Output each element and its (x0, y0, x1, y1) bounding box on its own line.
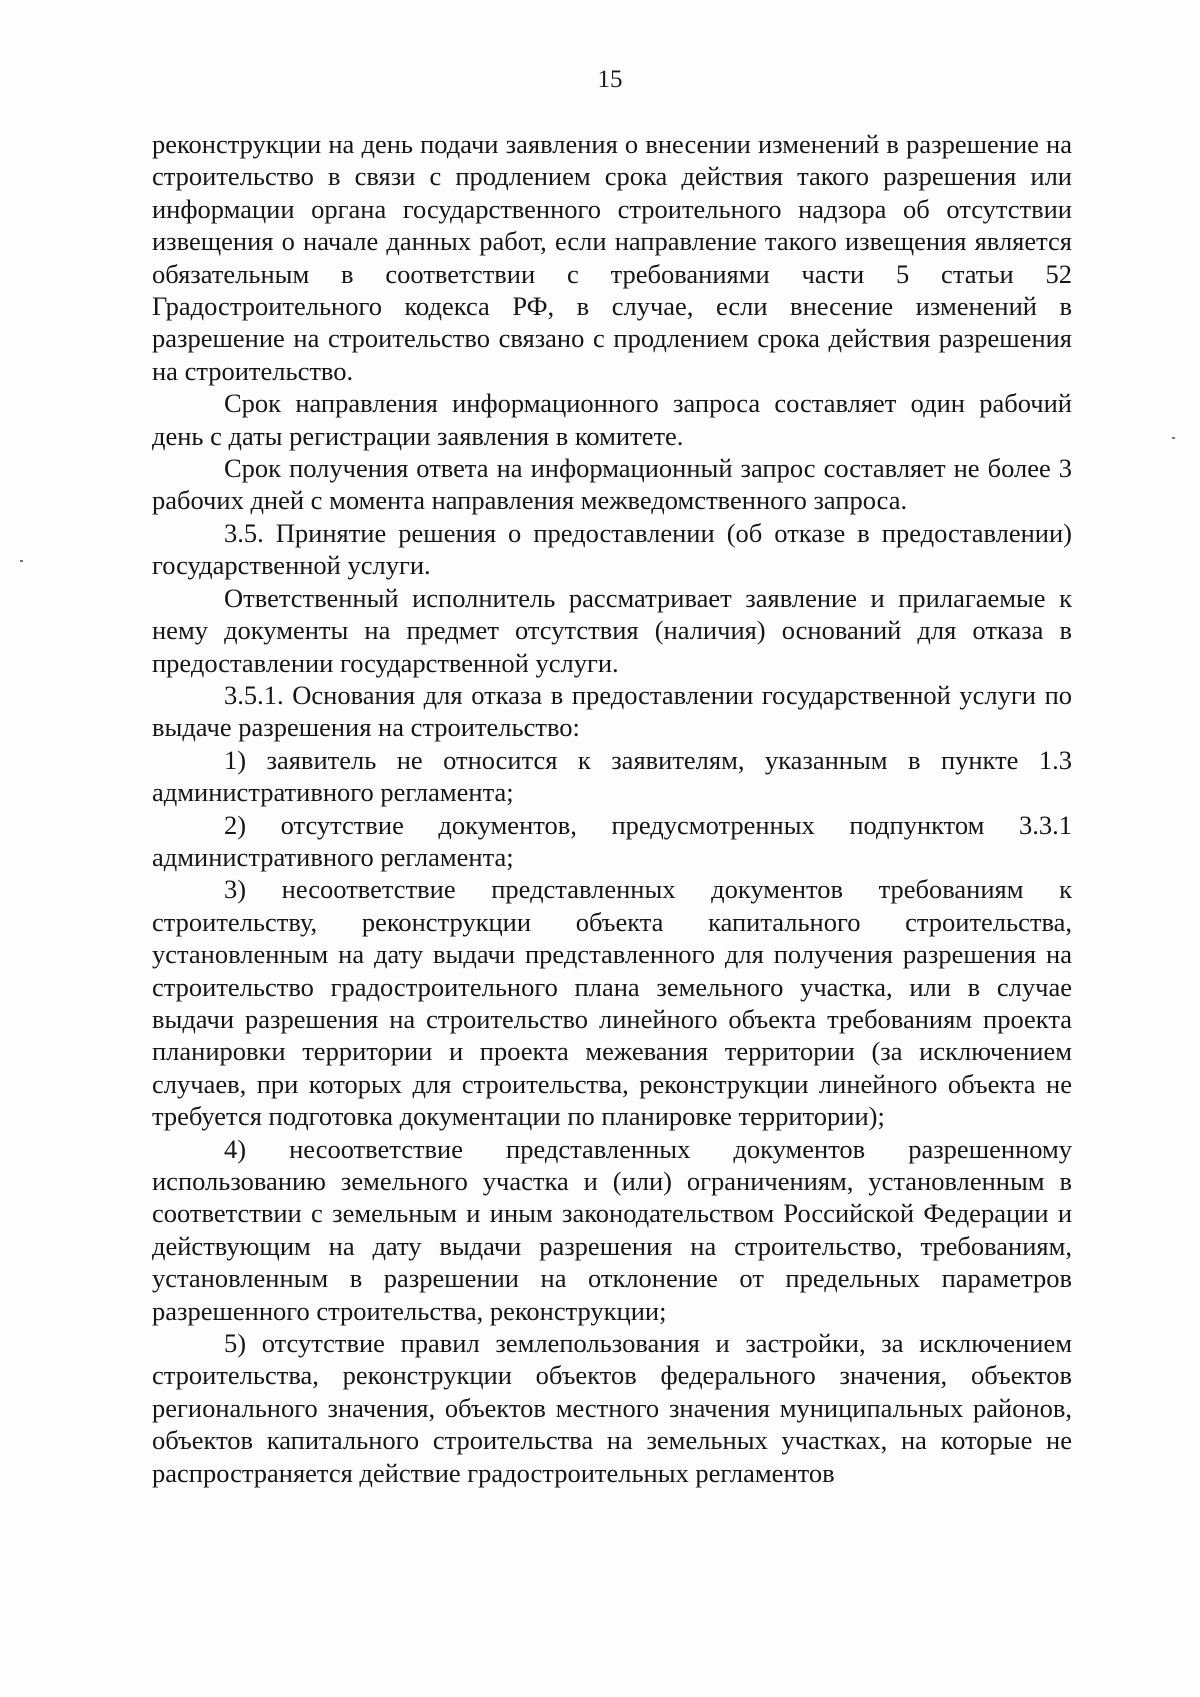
scan-speck (20, 560, 23, 562)
paragraph-review: Ответственный исполнитель рассматривает заявление и прилагаемые к нему документы на предмет отсутствия (наличия) оснований для отказа в предоставлении государственной услуги. (152, 582, 1072, 678)
section-heading-3-5-1: 3.5.1. Основания для отказа в предоставлении государственной услуги по выдаче разрешения на строительство: (152, 679, 1072, 743)
paragraph-continuation: реконструкции на день подачи заявления о внесении изменений в разрешение на строительство в связи с продлением срока действия такого разрешения или информации органа государственного строительного надзора об отсутствии извещения о начале данных работ, если направление такого извещения является обязательным в соответствии с требованиями части 5 статьи 52 Градостроительного кодекса РФ, в случае, если внесение изменений в разрешение на строительство связано с продлением срока действия разрешения на строительство. (152, 129, 1072, 386)
list-item-5: 5) отсутствие правил землепользования и застройки, за исключением строительства, реконструкции объектов федерального значения, объектов регионального значения, объектов местного значения муниципальных районов, объектов капитального строительства на земельных участках, на которые не распространяется действие градостроительных регламентов (152, 1328, 1072, 1488)
list-item-4: 4) несоответствие представленных документов разрешенному использованию земельного участка и (или) ограничениям, установленным в соответствии с земельным и иным законодательством Российской Федерации и действующим на дату выдачи разрешения на строительство, требованиям, установленным в разрешении на отклонение от предельных параметров разрешенного строительства, реконструкции; (152, 1133, 1072, 1326)
scan-speck (1172, 437, 1175, 439)
page-number: 15 (597, 66, 623, 93)
section-heading-3-5: 3.5. Принятие решения о предоставлении (об отказе в предоставлении) государственной услуги. (152, 517, 1072, 581)
paragraph-request-deadline: Срок направления информационного запроса составляет один рабочий день с даты регистрации заявления в комитете. (152, 388, 1072, 451)
list-item-1: 1) заявитель не относится к заявителям, указанным в пункте 1.3 административного регламента; (152, 744, 1072, 808)
document-body (152, 128, 1072, 1489)
list-item-3: 3) несоответствие представленных документов требованиям к строительству, реконструкции объекта капитального строительства, установленным на дату выдачи представленного для получения разрешения на строительство градостроительного плана земельного участка, или в случае выдачи разрешения на строительство линейного объекта требованиям проекта планировки территории и проекта межевания территории (за исключением случаев, при которых для строительства, реконструкции линейного объекта не требуется подготовка документации по планировке территории); (152, 874, 1072, 1132)
paragraph-response-deadline: Срок получения ответа на информационный запрос составляет не более 3 рабочих дней с момента направления межведомственного запроса. (152, 453, 1072, 516)
list-item-2: 2) отсутствие документов, предусмотренных подпунктом 3.3.1 административного регламента; (152, 809, 1072, 872)
